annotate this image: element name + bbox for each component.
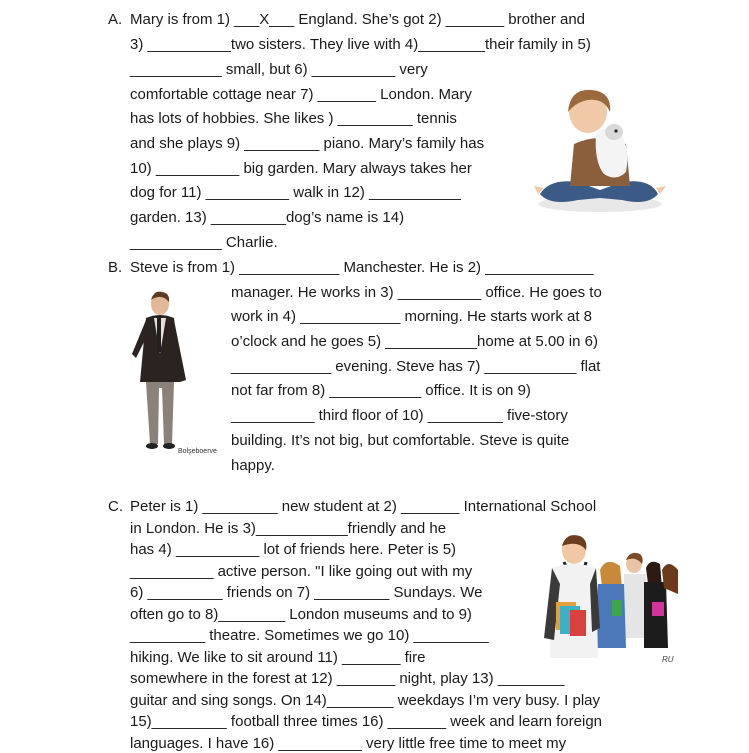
section-a-line-3: ___________ small, but 6) __________ very bbox=[130, 61, 428, 78]
watermark-mark: RU bbox=[662, 655, 674, 664]
section-a-line-6: and she plays 9) _________ piano. Mary’s family has bbox=[130, 135, 485, 152]
photo-caption: Bolşeboerve bbox=[178, 448, 217, 455]
section-b-line-6: not far from 8) ___________ office. It is on 9) bbox=[231, 382, 531, 399]
section-a-letter: A. bbox=[108, 11, 123, 28]
section-a-line-5: has lots of hobbies. She likes ) _________ tennis bbox=[130, 110, 457, 127]
section-b-line-8: building. It’s not big, but comfortable. Steve is quite bbox=[231, 432, 570, 449]
section-c-line-8: hiking. We like to sit around 11) _______ fire bbox=[130, 649, 426, 666]
section-c-line-1: Peter is 1) _________ new student at 2) _______ International School bbox=[130, 498, 597, 515]
students-group-photo bbox=[530, 528, 680, 668]
section-c-line-7: _________ theatre. Sometimes we go 10) _________ bbox=[130, 627, 489, 644]
section-b-line-7: __________ third floor of 10) _________ five-story bbox=[231, 407, 568, 424]
section-a-line-7: 10) __________ big garden. Mary always takes her bbox=[130, 160, 472, 177]
section-b-line-1: Steve is from 1) ____________ Manchester. He is 2) _____________ bbox=[130, 259, 594, 276]
section-a-line-8: dog for 11) __________ walk in 12) ___________ bbox=[130, 184, 461, 201]
section-c-letter: C. bbox=[108, 498, 123, 515]
section-b-letter: B. bbox=[108, 259, 123, 276]
section-b-line-5: ____________ evening. Steve has 7) ___________ flat bbox=[231, 358, 601, 375]
section-c-line-10: guitar and sing songs. On 14)________ weekdays I’m very busy. I play bbox=[130, 692, 600, 709]
section-c-line-2: in London. He is 3)___________friendly and he bbox=[130, 520, 447, 537]
section-a-line-9: garden. 13) _________dog’s name is 14) bbox=[130, 209, 405, 226]
section-c-line-6: often go to 8)________ London museums and to 9) bbox=[130, 606, 472, 623]
section-a-line-4: comfortable cottage near 7) _______ London. Mary bbox=[130, 86, 472, 103]
section-c-line-5: 6) _________ friends on 7) _________ Sundays. We bbox=[130, 584, 483, 601]
section-a-line-1: Mary is from 1) ___X___ England. She’s got 2) _______ brother and bbox=[130, 11, 586, 28]
man-in-coat-photo bbox=[124, 284, 194, 454]
section-a-line-2: 3) __________two sisters. They live with 4)________their family in 5) bbox=[130, 36, 591, 53]
section-c-line-4: __________ active person. "I like going out with my bbox=[130, 563, 473, 580]
section-a-line-10: ___________ Charlie. bbox=[130, 234, 278, 251]
section-b-line-9: happy. bbox=[231, 457, 275, 474]
section-c-line-11: 15)_________ football three times 16) _______ week and learn foreign bbox=[130, 713, 603, 730]
section-c-line-3: has 4) __________ lot of friends here. Peter is 5) bbox=[130, 541, 457, 558]
section-c-line-9: somewhere in the forest at 12) _______ night, play 13) ________ bbox=[130, 670, 565, 687]
section-b-line-2: manager. He works in 3) __________ office. He goes to bbox=[231, 284, 602, 301]
section-b-line-3: work in 4) ____________ morning. He starts work at 8 bbox=[231, 308, 593, 325]
section-c-line-12: languages. I have 16) __________ very little free time to meet my bbox=[130, 735, 567, 752]
section-b-line-4: o’clock and he goes 5) ___________home at 5.00 in 6) bbox=[231, 333, 598, 350]
girl-with-dog-photo bbox=[530, 82, 670, 217]
